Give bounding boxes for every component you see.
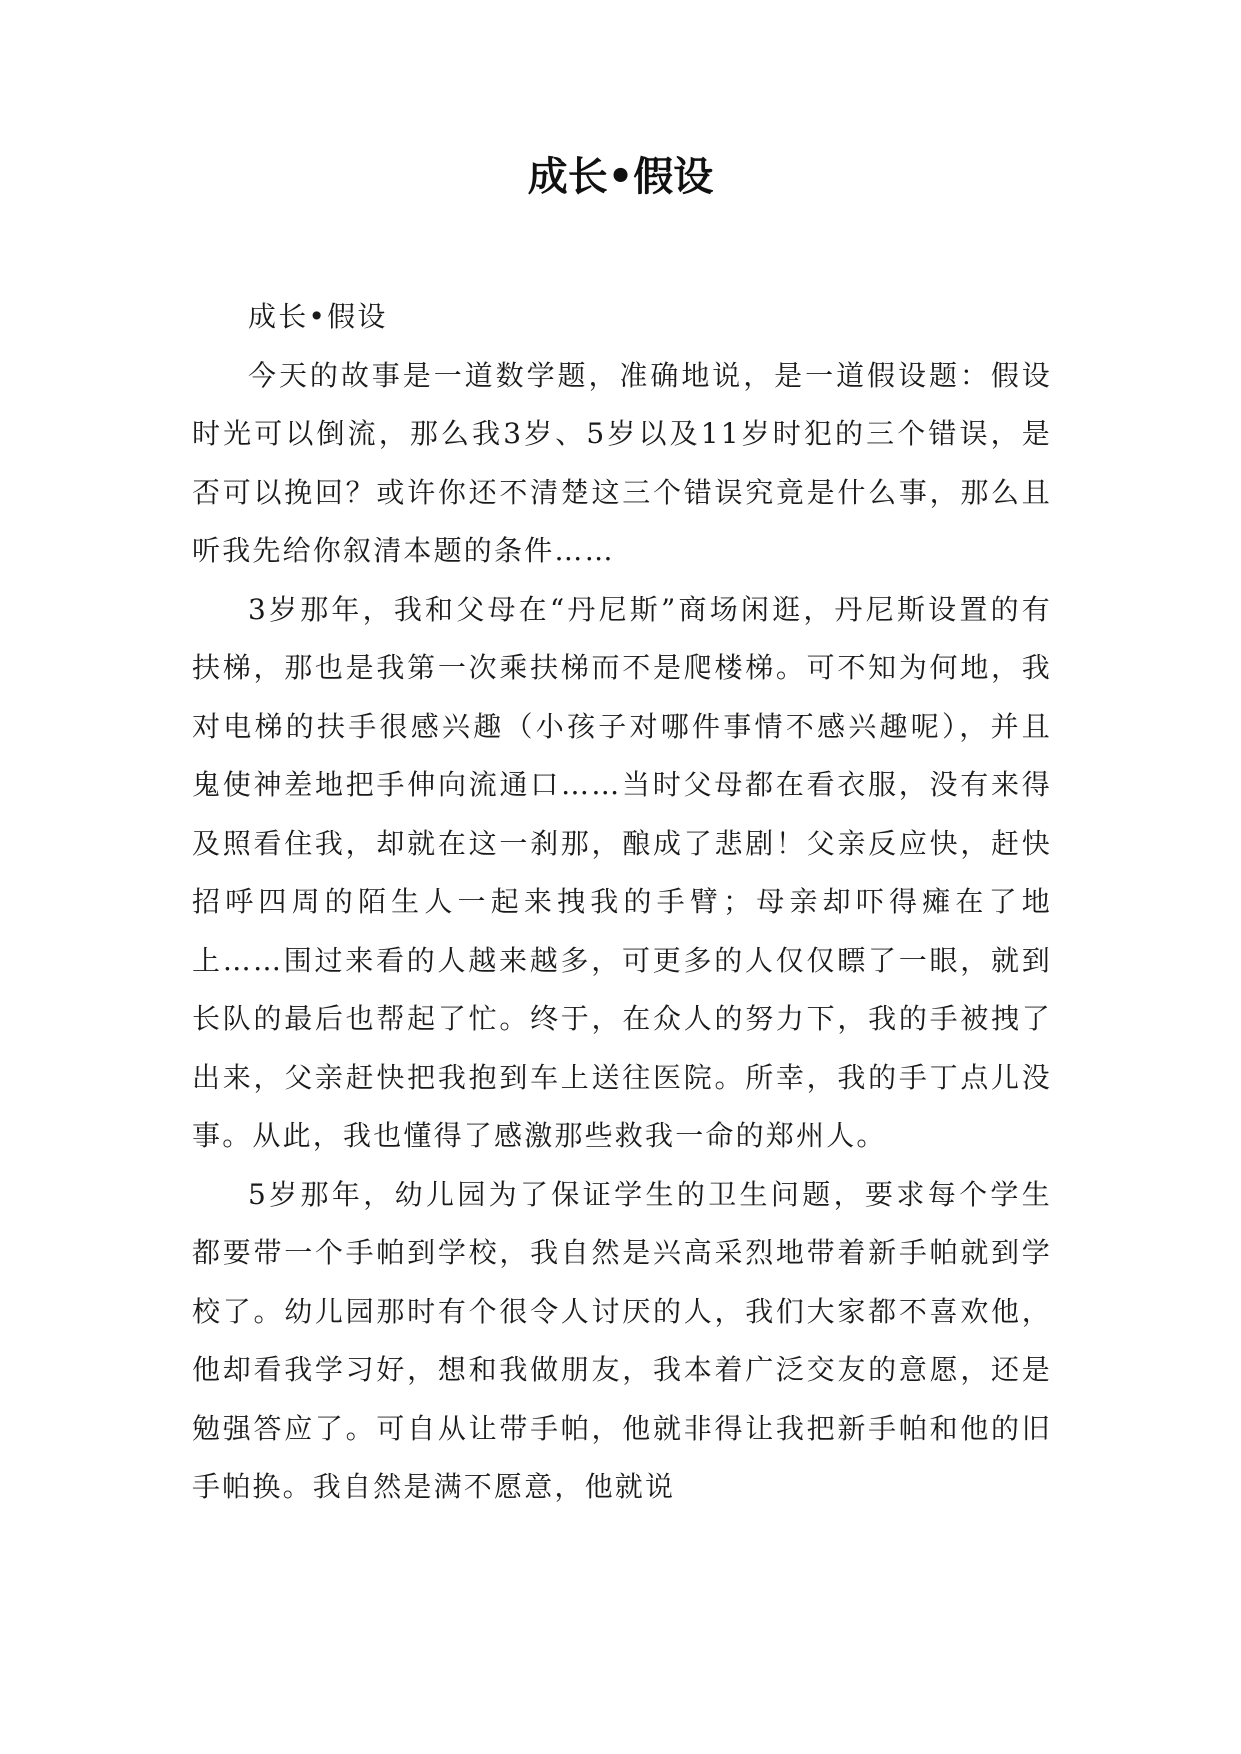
paragraph: 5岁那年，幼儿园为了保证学生的卫生问题，要求每个学生都要带一个手帕到学校，我自然是兴高采烈地带着新手帕就到学校了。幼儿园那时有个很令人讨厌的人，我们大家都不喜欢他，他却看我学习好，想和我做朋友，我本着广泛交友的意愿，还是勉强答应了。可自从让带手帕，他就非得让我把新手帕和他的旧手帕换。我自然是满不愿意，他就说 (192, 1177, 1052, 1503)
paragraph: 3岁那年，我和父母在“丹尼斯”商场闲逛，丹尼斯设置的有扶梯，那也是我第一次乘扶梯而不是爬楼梯。可不知为何地，我对电梯的扶手很感兴趣（小孩子对哪件事情不感兴趣呢），并且鬼使神差地把手伸向流通口……当时父母都在看衣服，没有来得及照看住我，却就在这一刹那，酿成了悲剧！父亲反应快，赶快招呼四周的陌生人一起来拽我的手臂；母亲却吓得瘫在了地上……围过来看的人越来越多，可更多的人仅仅瞟了一眼，就到长队的最后也帮起了忙。终于，在众人的努力下，我的手被拽了出来，父亲赶快把我抱到车上送往医院。所幸，我的手丁点儿没事。从此，我也懂得了感激那些救我一命的郑州人。 (192, 592, 1052, 1152)
document-body (192, 288, 1052, 1517)
paragraph: 成长•假设 (248, 300, 388, 333)
paragraph: 今天的故事是一道数学题，准确地说，是一道假设题：假设时光可以倒流，那么我3岁、5岁以及11岁时犯的三个错误，是否可以挽回？或许你还不清楚这三个错误究竟是什么事，那么且听我先给你叙清本题的条件…… (192, 358, 1052, 567)
document-title: 成长•假设 (527, 153, 714, 200)
